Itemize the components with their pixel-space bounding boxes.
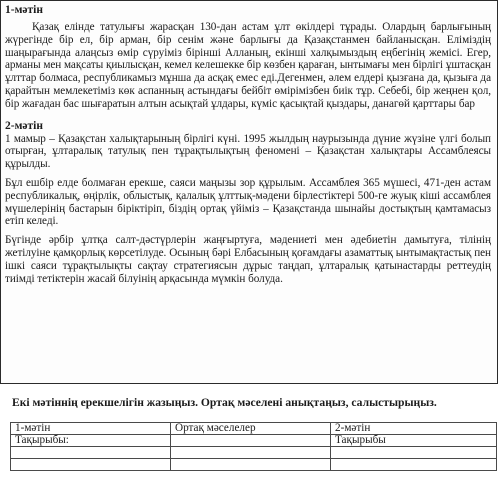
table-header-text1: 1-мәтін bbox=[11, 423, 171, 435]
table-cell[interactable] bbox=[11, 447, 171, 459]
table-header-row bbox=[11, 423, 497, 435]
table-cell[interactable] bbox=[331, 447, 497, 459]
text2-heading: 2-мәтін bbox=[5, 119, 43, 132]
task-instruction: Екі мәтіннің ерекшелігін жазыңыз. Ортақ мәселені анықтаңыз, салыстырыңыз. bbox=[12, 396, 437, 409]
table-cell[interactable] bbox=[171, 435, 331, 447]
text2-paragraph-1: 1 мамыр – Қазақстан халықтарының бірлігі күні. 1995 жылдың наурызында дүние жүзіне үлгі болып отырған, ұлтаралық татулық пен тұрақтылықтың феномені – Қазақстан халықтары Ассамблеясы құрылды. bbox=[5, 132, 491, 171]
table-row bbox=[11, 447, 497, 459]
table-header-common: Ортақ мәселелер bbox=[171, 423, 331, 435]
table-row bbox=[11, 459, 497, 471]
table-cell[interactable] bbox=[331, 459, 497, 471]
table-header-text2: 2-мәтін bbox=[331, 423, 497, 435]
table-cell[interactable]: Тақырыбы bbox=[331, 435, 497, 447]
comparison-table bbox=[10, 422, 497, 471]
text1-paragraph: Қазақ елінде татулығы жарасқан 130-дан астам ұлт өкілдері тұрады. Олардың барлығының жүрегінде бір ел, бір арман, бір сенім және барлығы да Қазақстанмен байланысқан. Еліміздің шаңырағында алаңсыз өмір сүруіміз бірінші Алланың, екінші халқымыздың еңбегінің жемісі. Егер, арманы мен мақсаты қиылысқан, кемел келешекке бір көзбен қараған, ынтымағы мен бірлігі ұштасқан ұлттар болмаса, республикамыз мұнша да асқақ емес еді.Дегенмен, әлем елдері қызғана да, қызыға да қарайтын мемлекетіміз көк аспанның астындағы бейбіт өмірімізбен биік тұр. Себебі, бір жеңнен қол, бір жағадан бас шығаратын алтын асықтай ұлдары, күміс қасықтай қыздары, данагөй қарттары бар bbox=[5, 21, 491, 110]
text2-paragraph-2: Бұл ешбір елде болмаған ерекше, саяси маңызы зор құрылым. Ассамблея 365 мүшесі, 471-ден астам республикалық, өңірлік, облыстық, қалалық ұлттық-мәдени бірлестіктері 500-ге жуық кіші ассамблея мүшелерінің бастарын біріктіріп, біздің ортақ үйіміз – Қазақстанда шынайы достықтың қамтамасыз етіп келеді. bbox=[5, 176, 491, 228]
table-cell[interactable] bbox=[171, 459, 331, 471]
table-cell[interactable] bbox=[171, 447, 331, 459]
spacer bbox=[5, 111, 491, 119]
table-cell[interactable] bbox=[11, 459, 171, 471]
text1-heading: 1-мәтін bbox=[5, 4, 43, 16]
table-cell[interactable]: Тақырыбы: bbox=[11, 435, 171, 447]
text2-paragraph-3: Бүгінде әрбір ұлтқа салт-дәстүрлерін жаңғыртуға, мәдениеті мен әдебиетін дамытуға, тілінің жетілуіне қамқорлық көрсетілуде. Осының бәрі Елбасының қоғамдағы азаматтық ынтымақтастық пен ішкі саяси тұрақтылықты сақтау стратегиясын дұрыс таңдап, ұлтаралық қатынастарды реттеудің тиімді тетіктерін жасай білуінің арқасында мүмкін болуда. bbox=[5, 234, 491, 285]
table-row bbox=[11, 435, 497, 447]
